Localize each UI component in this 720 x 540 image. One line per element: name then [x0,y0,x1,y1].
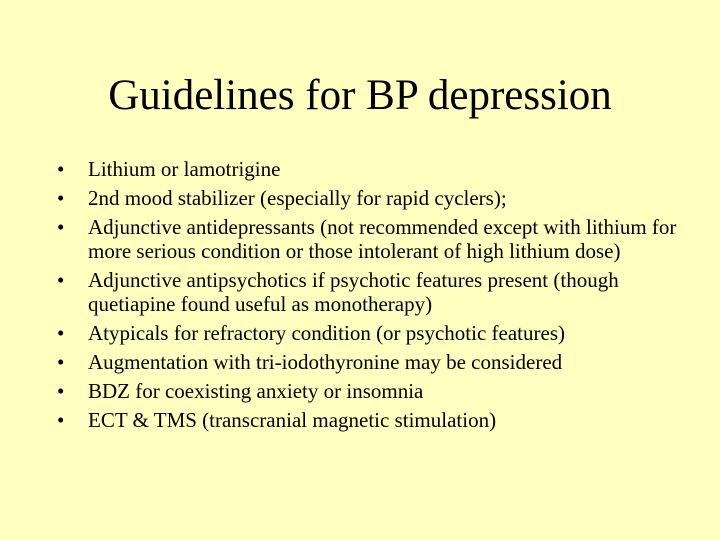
bullet-icon: • [57,321,65,345]
bullet-item [57,215,677,263]
bullet-list [57,157,677,437]
bullet-text: BDZ for coexisting anxiety or insomnia [88,379,424,403]
bullet-item [57,268,677,316]
bullet-icon: • [57,379,65,403]
bullet-icon: • [57,215,65,239]
bullet-text: ECT & TMS (transcranial magnetic stimulation) [88,408,497,432]
bullet-item [57,186,677,210]
slide-title: Guidelines for BP depression [108,72,612,119]
bullet-text: Adjunctive antipsychotics if psychotic features present (though quetiapine found useful as monotherapy) [88,268,619,316]
bullet-icon: • [57,408,65,432]
bullet-text: Augmentation with tri-iodothyronine may be considered [88,350,563,374]
bullet-item [57,350,677,374]
bullet-text: 2nd mood stabilizer (especially for rapid cyclers); [88,186,507,210]
bullet-icon: • [57,268,65,292]
bullet-text: Lithium or lamotrigine [88,157,281,181]
bullet-icon: • [57,350,65,374]
bullet-text: Atypicals for refractory condition (or psychotic features) [88,321,565,345]
bullet-item [57,408,677,432]
bullet-item [57,321,677,345]
bullet-item [57,157,677,181]
bullet-item [57,379,677,403]
bullet-icon: • [57,186,65,210]
bullet-icon: • [57,157,65,181]
bullet-text: Adjunctive antidepressants (not recommended except with lithium for more serious condition or those intolerant of high lithium dose) [88,215,677,263]
